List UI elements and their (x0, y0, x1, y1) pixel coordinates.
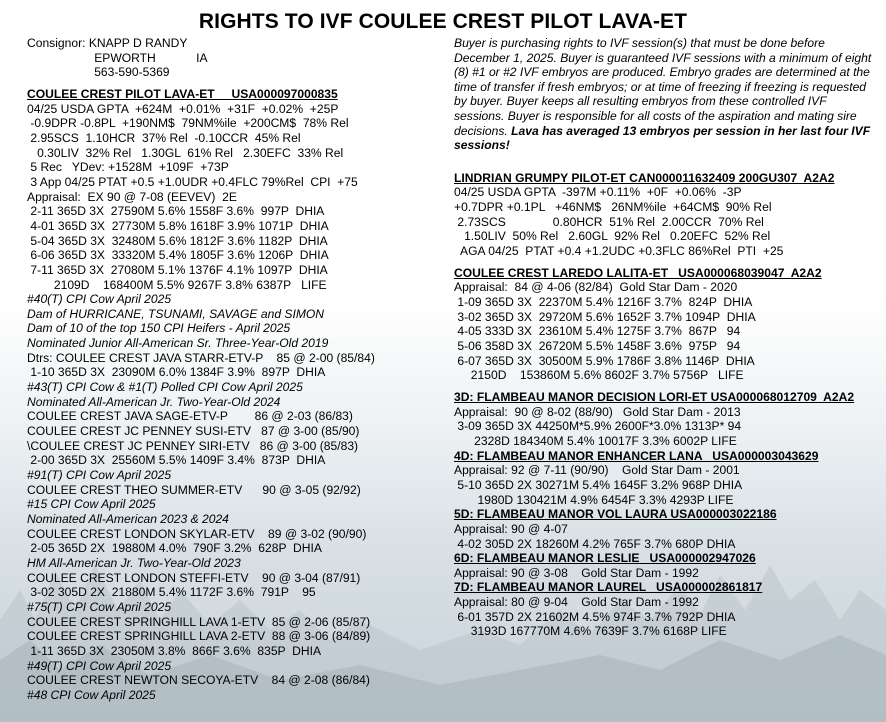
left-line: HM All-American Jr. Two-Year-Old 2023 (27, 555, 241, 570)
terms-text: Buyer is purchasing rights to IVF session(s) that must be done before December 1, 2025. Buyer is guaranteed IVF sessions with a minimum of eight (8) #1 or #2 IVF embryos are produced. Embryo grades are determined at the time of transfer if fresh embryos; or at time of freezing if freezing is requested by buyer. Buyer keeps all resulting embryos from these controlled IVF sessions. Buyer is responsible for all costs of the aspiration and mating sire decisions. (454, 36, 872, 138)
page-title: RIGHTS TO IVF COULEE CREST PILOT LAVA-ET (198, 10, 688, 33)
left-line (27, 80, 447, 87)
left-line: 6-06 365D 3X 33320M 5.4% 1805F 3.6% 1206P DHIA (27, 248, 329, 263)
right-line: 7D: FLAMBEAU MANOR LAUREL USA000002861817 (454, 580, 763, 595)
right-line: Appraisal: 90 @ 4-07 (454, 521, 568, 536)
right-line: 3D: FLAMBEAU MANOR DECISION LORI-ET USA000068012709 A2A2 (454, 389, 855, 404)
right-line: 6D: FLAMBEAU MANOR LESLIE USA000002947026 (454, 551, 756, 566)
left-line: COULEE CREST PILOT LAVA-ET USA000097000835 (27, 86, 338, 101)
right-line: 1-09 365D 3X 22370M 5.4% 1216F 3.7% 824P DHIA (454, 295, 753, 309)
left-line: 04/25 USDA GPTA +624M +0.01% +31F +0.02% +25P (27, 101, 339, 116)
right-line: 5-10 365D 2X 30271M 5.4% 1645F 3.2% 968P DHIA (454, 477, 743, 492)
right-line: 6-07 365D 3X 30500M 5.9% 1786F 3.8% 1146P DHIA (454, 353, 755, 368)
left-line: COULEE CREST THEO SUMMER-ETV 90 @ 3-05 (92/92) (27, 482, 361, 497)
right-line: COULEE CREST LAREDO LALITA-ET USA000068039047 A2A2 (454, 265, 822, 280)
left-line: Dam of 10 of the top 150 CPI Heifers - April 2025 (27, 321, 291, 336)
right-line: 5-06 358D 3X 26720M 5.5% 1458F 3.6% 975P 94 (454, 338, 741, 353)
left-line: COULEE CREST JAVA SAGE-ETV-P 86 @ 2-03 (86/83) (27, 409, 353, 424)
right-line: 5D: FLAMBEAU MANOR VOL LAURA USA000003022186 (454, 507, 777, 522)
right-line: 2328D 184340M 5.4% 10017F 3.3% 6002P LIFE (454, 433, 737, 448)
left-column (27, 36, 447, 703)
left-line: 7-11 365D 3X 27080M 5.1% 1376F 4.1% 1097P DHIA (27, 262, 328, 277)
left-line: Dtrs: COULEE CREST JAVA STARR-ETV-P 85 @ 2-00 (85/84) (27, 350, 375, 365)
left-line: 2-00 365D 3X 25560M 5.5% 1409F 3.4% 873P DHIA (27, 453, 326, 468)
left-line: Consignor: KNAPP D RANDY (27, 36, 188, 50)
left-line: 4-01 365D 3X 27730M 5.8% 1618F 3.9% 1071P DHIA (27, 218, 329, 233)
right-line: Appraisal: 92 @ 7-11 (90/90) Gold Star Dam - 2001 (454, 463, 740, 478)
terms-paragraph (454, 36, 879, 153)
terms-highlight: Lava has averaged 13 embryos per session in her last four IVF sessions! (454, 123, 871, 153)
left-line: #91(T) CPI Cow April 2025 (27, 468, 172, 483)
right-line: AGA 04/25 PTAT +0.4 +1.2UDC +0.3FLC 86%Rel PTI +25 (454, 244, 784, 259)
left-line: #49(T) CPI Cow April 2025 (27, 658, 172, 673)
right-line: 1980D 130421M 4.9% 6454F 3.3% 4293P LIFE (454, 492, 734, 507)
left-line: COULEE CREST SPRINGHILL LAVA 2-ETV 88 @ 3-06 (84/89) (27, 629, 371, 644)
left-line: 3-02 305D 2X 21880M 5.4% 1172F 3.6% 791P 95 (27, 585, 316, 600)
right-line: LINDRIAN GRUMPY PILOT-ET CAN000011632409 200GU307 A2A2 (454, 170, 835, 185)
left-line: Nominated All-American 2023 & 2024 (27, 512, 229, 526)
right-line: 3193D 167770M 4.6% 7639F 3.7% 6168P LIFE (454, 624, 727, 639)
right-line: 3-09 365D 3X 44250M*5.9% 2600F*3.0% 1313P* 94 (454, 419, 742, 434)
right-lines (454, 171, 879, 639)
right-line: 2150D 153860M 5.6% 8602F 3.7% 5756P LIFE (454, 368, 744, 383)
right-line: 4D: FLAMBEAU MANOR ENHANCER LANA USA000003043629 (454, 448, 819, 463)
right-line: 3-02 365D 3X 29720M 5.6% 1652F 3.7% 1094P DHIA (454, 309, 756, 324)
left-line: COULEE CREST LONDON SKYLAR-ETV 89 @ 3-02 (90/90) (27, 526, 367, 541)
right-line (454, 259, 879, 266)
right-line: 2.73SCS 0.80HCR 51% Rel 2.00CCR 70% Rel (454, 214, 764, 229)
left-line: 5 Rec YDev: +1528M +109F +73P (27, 160, 229, 175)
left-line: 2-11 365D 3X 27590M 5.6% 1558F 3.6% 997P DHIA (27, 204, 325, 219)
right-line: Appraisal: 90 @ 8-02 (88/90) Gold Star Dam - 2013 (454, 404, 741, 419)
left-line: Appraisal: EX 90 @ 7-08 (EEVEV) 2E (27, 189, 237, 204)
right-line: +0.7DPR +0.1PL +46NM$ 26NM%ile +64CM$ 90% Rel (454, 200, 772, 215)
left-line: #40(T) CPI Cow April 2025 (27, 292, 172, 307)
left-line: 563-590-5369 (27, 65, 170, 80)
right-line: 4-05 333D 3X 23610M 5.4% 1275F 3.7% 867P 94 (454, 324, 741, 339)
left-line: EPWORTH IA (27, 50, 208, 65)
left-line: #15 CPI Cow April 2025 (27, 497, 156, 512)
left-line: 5-04 365D 3X 32480M 5.6% 1812F 3.6% 1182P DHIA (27, 233, 328, 248)
left-line: -0.9DPR -0.8PL +190NM$ 79NM%ile +200CM$ 78% Rel (27, 116, 349, 131)
left-line: #43(T) CPI Cow & #1(T) Polled CPI Cow April 2025 (27, 380, 303, 395)
right-line (454, 383, 879, 390)
right-line: Appraisal: 80 @ 9-04 Gold Star Dam - 1992 (454, 595, 699, 610)
left-line: COULEE CREST NEWTON SECOYA-ETV 84 @ 2-08 (86/84) (27, 673, 370, 688)
left-line: Nominated All-American Jr. Two-Year-Old 2024 (27, 394, 281, 409)
left-line: 1-11 365D 3X 23050M 3.8% 866F 3.6% 835P DHIA (27, 643, 322, 658)
right-line: Appraisal: 90 @ 3-08 Gold Star Dam - 1992 (454, 565, 699, 580)
left-line: COULEE CREST JC PENNEY SUSI-ETV 87 @ 3-00 (85/90) (27, 424, 360, 439)
right-line: 1.50LIV 50% Rel 2.60GL 92% Rel 0.20EFC 52% Rel (454, 229, 771, 244)
right-line: 4-02 305D 2X 18260M 4.2% 765F 3.7% 680P DHIA (454, 536, 736, 551)
left-line: COULEE CREST SPRINGHILL LAVA 1-ETV 85 @ 2-06 (85/87) (27, 614, 371, 629)
left-line: 2109D 168400M 5.5% 9267F 3.8% 6387P LIFE (27, 277, 327, 292)
left-line: Nominated Junior All-American Sr. Three-Year-Old 2019 (27, 336, 329, 351)
left-line: 1-10 365D 3X 23090M 6.0% 1384F 3.9% 897P DHIA (27, 365, 326, 380)
left-line: #75(T) CPI Cow April 2025 (27, 599, 172, 614)
left-line: 3 App 04/25 PTAT +0.5 +1.0UDR +0.4FLC 79%Rel CPI +75 (27, 174, 358, 189)
left-line: #48 CPI Cow April 2025 (27, 687, 156, 702)
left-line: Dam of HURRICANE, TSUNAMI, SAVAGE and SIMON (27, 306, 325, 321)
left-line: 2-05 365D 2X 19880M 4.0% 790F 3.2% 628P DHIA (27, 541, 322, 556)
right-line: 6-01 357D 2X 21602M 4.5% 974F 3.7% 792P DHIA (454, 609, 736, 624)
right-line: 04/25 USDA GPTA -397M +0.11% +0F +0.06% -3P (454, 185, 742, 200)
left-line: 2.95SCS 1.10HCR 37% Rel -0.10CCR 45% Rel (27, 130, 301, 145)
left-line: COULEE CREST LONDON STEFFI-ETV 90 @ 3-04 (87/91) (27, 570, 361, 585)
right-line: Appraisal: 84 @ 4-06 (82/84) Gold Star Dam - 2020 (454, 280, 738, 295)
left-line: 0.30LIV 32% Rel 1.30GL 61% Rel 2.30EFC 33% Rel (27, 145, 344, 160)
right-column (454, 36, 879, 639)
left-line: \COULEE CREST JC PENNEY SIRI-ETV 86 @ 3-00 (85/83) (27, 438, 359, 453)
